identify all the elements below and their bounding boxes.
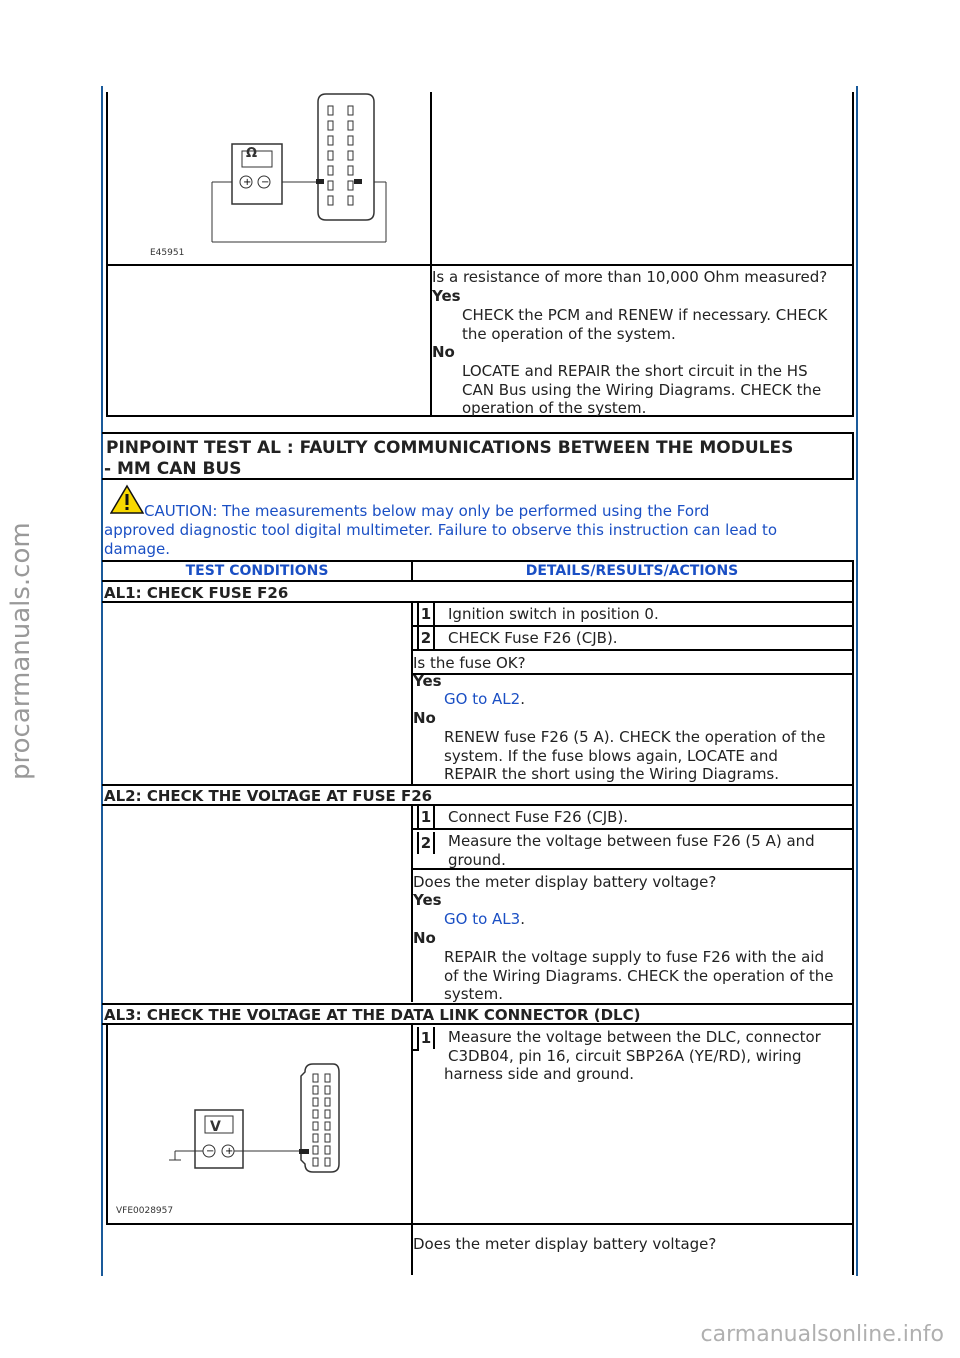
al1-step1-number: 1 (417, 603, 435, 625)
al2-step2-number: 2 (417, 832, 435, 854)
al2-step2-text: Measure the voltage between fuse F26 (5 A) and ground. (448, 832, 815, 869)
caution-line1: CAUTION: The measurements below may only be performed using the Ford (144, 502, 710, 520)
voltage-test-diagram (165, 1060, 365, 1180)
no-label: No (432, 343, 455, 361)
al2-step1-text: Connect Fuse F26 (CJB). (448, 808, 629, 826)
column-header-conditions: TEST CONDITIONS (185, 563, 329, 579)
al3-question: Does the meter display battery voltage? (413, 1235, 717, 1253)
dlc-connector-icon (318, 94, 374, 220)
al1-yes-label: Yes (413, 672, 442, 690)
svg-text:−: − (261, 177, 270, 188)
al1-title: AL1: CHECK FUSE F26 (104, 584, 289, 602)
al2-yes-label: Yes (413, 891, 442, 909)
svg-text:+: + (225, 1146, 234, 1157)
caution-line2: approved diagnostic tool digital multimeter. Failure to observe this instruction can lead to (104, 521, 778, 539)
al2-no-action: REPAIR the voltage supply to fuse F26 with the aid of the Wiring Diagrams. CHECK the operation of the system. (444, 948, 834, 1003)
al1-question: Is the fuse OK? (413, 654, 526, 672)
resistance-test-diagram (140, 92, 410, 262)
al2-title: AL2: CHECK THE VOLTAGE AT FUSE F26 (104, 787, 433, 805)
al2-question: Does the meter display battery voltage? (413, 873, 717, 891)
yes-label: Yes (432, 287, 461, 305)
diagram-reference-label: E45951 (150, 248, 185, 258)
al2-step1-number: 1 (417, 806, 435, 828)
go-to-al2-link[interactable]: GO to AL2 (444, 690, 521, 708)
go-to-al3-link[interactable]: GO to AL3 (444, 910, 521, 928)
al3-title: AL3: CHECK THE VOLTAGE AT THE DATA LINK CONNECTOR (DLC) (104, 1006, 641, 1024)
al3-step1-number: 1 (417, 1027, 435, 1049)
no-action: LOCATE and REPAIR the short circuit in the HS CAN Bus using the Wiring Diagrams. CHECK the operation of the system. (462, 362, 822, 417)
diagram-reference-label: VFE0028957 (116, 1206, 174, 1216)
al1-no-action: RENEW fuse F26 (5 A). CHECK the operation of the system. If the fuse blows again, LOCATE and REPAIR the short using the Wiring Diagrams. (444, 728, 826, 783)
ohm-symbol: Ω (246, 146, 258, 161)
left-margin-line (101, 86, 103, 1276)
al2-yes-action: GO to AL3. (444, 910, 525, 928)
caution-warning-icon (110, 484, 144, 514)
caution-line3: damage. (104, 540, 171, 558)
footer-watermark: carmanualsonline.info (700, 1322, 944, 1347)
svg-text:−: − (206, 1146, 215, 1157)
side-watermark: procarmanuals.com (6, 522, 36, 780)
volt-symbol: V (210, 1119, 221, 1135)
al1-no-label: No (413, 709, 436, 727)
right-margin-line (856, 86, 858, 1276)
al1-step2-text: CHECK Fuse F26 (CJB). (448, 629, 618, 647)
pinpoint-title-line2: - MM CAN BUS (104, 459, 242, 479)
yes-action: CHECK the PCM and RENEW if necessary. CHECK the operation of the system. (462, 306, 828, 343)
pinpoint-title-line1: PINPOINT TEST AL : FAULTY COMMUNICATIONS BETWEEN THE MODULES (106, 438, 794, 458)
al2-no-label: No (413, 929, 436, 947)
svg-text:+: + (243, 177, 252, 188)
al1-step2-number: 2 (417, 627, 435, 649)
column-header-details: DETAILS/RESULTS/ACTIONS (525, 563, 739, 579)
resistance-question: Is a resistance of more than 10,000 Ohm measured? (432, 268, 828, 286)
al1-yes-action: GO to AL2. (444, 690, 525, 708)
al1-step1-text: Ignition switch in position 0. (448, 605, 659, 623)
al3-step1-text: Measure the voltage between the DLC, connector C3DB04, pin 16, circuit SBP26A (YE/RD), wiring harness side and ground. (444, 1028, 821, 1083)
dlc-connector-icon (301, 1064, 339, 1172)
